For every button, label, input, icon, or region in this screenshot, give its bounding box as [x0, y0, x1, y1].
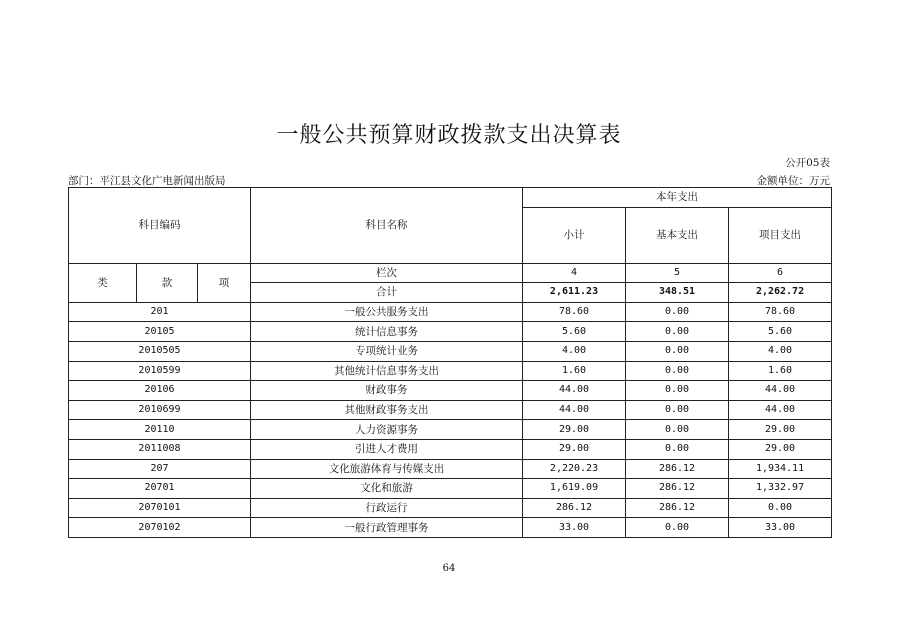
header-subtotal: 小计	[523, 207, 626, 263]
column-number-basic: 5	[626, 263, 729, 283]
row-project: 33.00	[729, 518, 832, 538]
total-label: 合计	[251, 283, 523, 303]
header-current-year: 本年支出	[523, 188, 832, 208]
row-project: 1,934.11	[729, 459, 832, 479]
table-row	[69, 439, 832, 459]
total-subtotal: 2,611.23	[523, 283, 626, 303]
row-name: 其他财政事务支出	[251, 400, 523, 420]
row-project: 44.00	[729, 400, 832, 420]
row-basic: 0.00	[626, 518, 729, 538]
row-subtotal: 5.60	[523, 322, 626, 342]
row-basic: 286.12	[626, 498, 729, 518]
row-basic: 0.00	[626, 400, 729, 420]
row-subtotal: 44.00	[523, 400, 626, 420]
table-row	[69, 420, 832, 440]
row-code: 20701	[69, 479, 251, 499]
row-name: 一般行政管理事务	[251, 518, 523, 538]
row-code: 2010699	[69, 400, 251, 420]
row-name: 统计信息事务	[251, 322, 523, 342]
header-lei: 类	[69, 263, 137, 302]
row-project: 44.00	[729, 381, 832, 401]
row-name: 一般公共服务支出	[251, 302, 523, 322]
row-basic: 0.00	[626, 420, 729, 440]
header-xiang: 项	[198, 263, 251, 302]
department-label: 部门：平江县文化广电新闻出版局	[68, 175, 226, 187]
header-kuan: 款	[137, 263, 198, 302]
row-name: 其他统计信息事务支出	[251, 361, 523, 381]
row-project: 5.60	[729, 322, 832, 342]
row-subtotal: 44.00	[523, 381, 626, 401]
row-basic: 286.12	[626, 459, 729, 479]
row-name: 引进人才费用	[251, 439, 523, 459]
row-name: 财政事务	[251, 381, 523, 401]
header-code: 科目编码	[69, 188, 251, 264]
table-row	[69, 302, 832, 322]
row-basic: 0.00	[626, 302, 729, 322]
row-basic: 286.12	[626, 479, 729, 499]
table-row	[69, 381, 832, 401]
table-row	[69, 518, 832, 538]
table-row	[69, 479, 832, 499]
header-name: 科目名称	[251, 188, 523, 264]
table-row	[69, 361, 832, 381]
page-number: 64	[442, 563, 456, 574]
row-subtotal: 29.00	[523, 420, 626, 440]
row-name: 文化旅游体育与传媒支出	[251, 459, 523, 479]
row-code: 2011008	[69, 439, 251, 459]
row-code: 20110	[69, 420, 251, 440]
row-code: 2010505	[69, 341, 251, 361]
row-basic: 0.00	[626, 439, 729, 459]
row-code: 2070102	[69, 518, 251, 538]
row-subtotal: 2,220.23	[523, 459, 626, 479]
column-number-subtotal: 4	[523, 263, 626, 283]
row-code: 2070101	[69, 498, 251, 518]
row-basic: 0.00	[626, 341, 729, 361]
total-project: 2,262.72	[729, 283, 832, 303]
row-project: 4.00	[729, 341, 832, 361]
row-subtotal: 1.60	[523, 361, 626, 381]
header-basic: 基本支出	[626, 207, 729, 263]
table-row	[69, 400, 832, 420]
row-code: 20105	[69, 322, 251, 342]
row-name: 专项统计业务	[251, 341, 523, 361]
header-project: 项目支出	[729, 207, 832, 263]
table-row	[69, 459, 832, 479]
row-name: 行政运行	[251, 498, 523, 518]
row-subtotal: 33.00	[523, 518, 626, 538]
row-subtotal: 29.00	[523, 439, 626, 459]
row-project: 29.00	[729, 420, 832, 440]
row-project: 29.00	[729, 439, 832, 459]
column-number-project: 6	[729, 263, 832, 283]
row-project: 0.00	[729, 498, 832, 518]
row-name: 文化和旅游	[251, 479, 523, 499]
form-number: 公开05表	[785, 157, 830, 169]
row-subtotal: 286.12	[523, 498, 626, 518]
row-project: 1,332.97	[729, 479, 832, 499]
row-basic: 0.00	[626, 322, 729, 342]
row-basic: 0.00	[626, 381, 729, 401]
unit-label: 金额单位：万元	[756, 175, 830, 187]
row-project: 1.60	[729, 361, 832, 381]
row-subtotal: 4.00	[523, 341, 626, 361]
row-code: 207	[69, 459, 251, 479]
row-basic: 0.00	[626, 361, 729, 381]
row-name: 人力资源事务	[251, 420, 523, 440]
row-code: 2010599	[69, 361, 251, 381]
row-project: 78.60	[729, 302, 832, 322]
table-row	[69, 341, 832, 361]
row-subtotal: 1,619.09	[523, 479, 626, 499]
table-row	[69, 498, 832, 518]
page-title: 一般公共预算财政拨款支出决算表	[276, 123, 622, 148]
table-row	[69, 322, 832, 342]
expenditure-table	[68, 187, 832, 538]
row-subtotal: 78.60	[523, 302, 626, 322]
total-basic: 348.51	[626, 283, 729, 303]
column-number-label: 栏次	[251, 263, 523, 283]
row-code: 20106	[69, 381, 251, 401]
row-code: 201	[69, 302, 251, 322]
